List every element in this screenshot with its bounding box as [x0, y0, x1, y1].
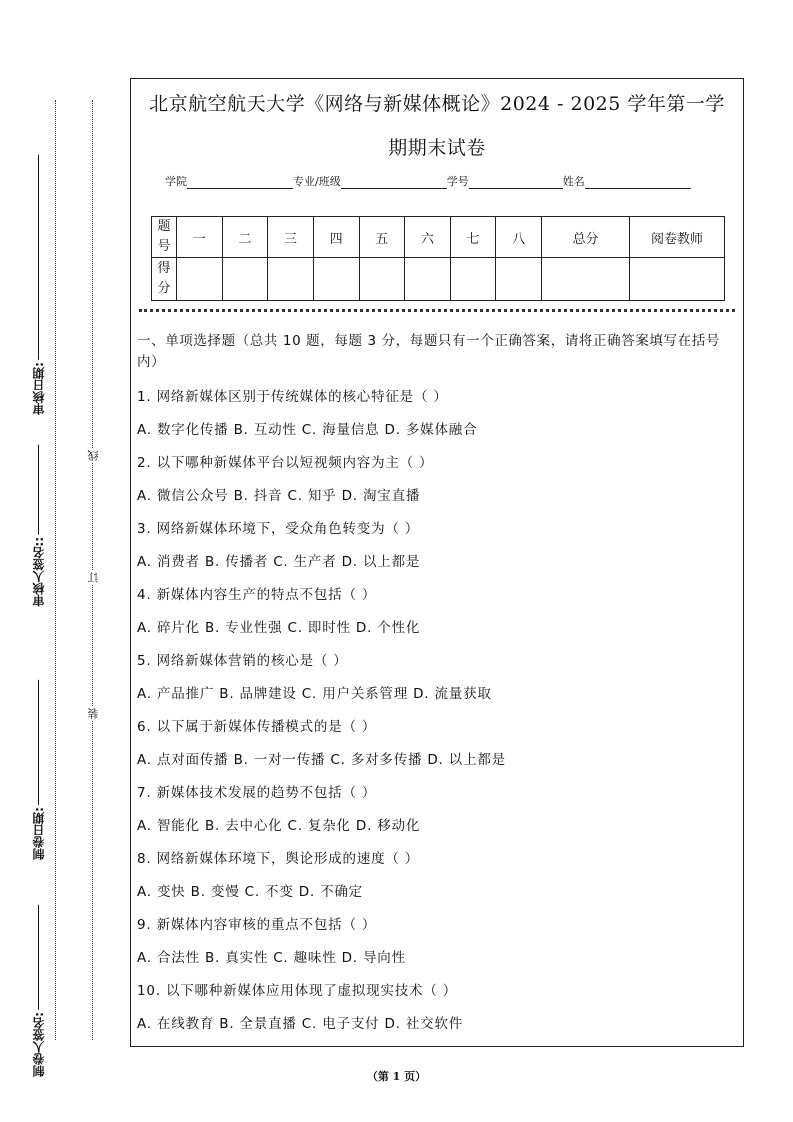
review-date-underline — [38, 155, 40, 360]
question-text: 3. 网络新媒体环境下，受众角色转变为（ ） — [137, 521, 420, 537]
question-options: A. 消费者 B. 传播者 C. 生产者 D. 以上都是 — [137, 554, 421, 570]
major-class-field[interactable] — [341, 176, 447, 189]
dotted-separator — [139, 309, 735, 312]
score-cell[interactable] — [177, 258, 223, 301]
score-cell[interactable] — [496, 258, 542, 301]
col-header: 三 — [268, 217, 314, 258]
question-options: A. 变快 B. 变慢 C. 不变 D. 不确定 — [137, 884, 363, 900]
reviewer-sign-text: 审核人签名:: — [32, 537, 46, 607]
col-header: 四 — [313, 217, 359, 258]
student-id-field[interactable] — [469, 176, 563, 189]
exam-frame — [130, 78, 744, 1047]
col-header-grader: 阅卷教师 — [630, 217, 725, 258]
col-header: 五 — [359, 217, 405, 258]
question-options: A. 合法性 B. 真实性 C. 趣味性 D. 导向性 — [137, 950, 406, 966]
question-text: 4. 新媒体内容生产的特点不包括（ ） — [137, 587, 377, 603]
score-cell-total[interactable] — [542, 258, 630, 301]
student-id-label: 学号 — [446, 175, 469, 188]
college-label: 学院 — [165, 175, 187, 188]
paper-date-underline — [38, 680, 40, 805]
col-header: 八 — [496, 217, 542, 258]
score-table-score-row — [152, 258, 725, 301]
binding-dotted-line-outer — [55, 100, 56, 1040]
student-info-row — [165, 173, 691, 189]
score-table — [151, 216, 725, 301]
col-header: 一 — [177, 217, 223, 258]
score-cell[interactable] — [450, 258, 496, 301]
question-options: A. 碎片化 B. 专业性强 C. 即时性 D. 个性化 — [137, 620, 421, 636]
paper-maker-sign-label — [30, 905, 47, 1077]
question-text: 7. 新媒体技术发展的趋势不包括（ ） — [137, 785, 377, 801]
question-text: 2. 以下哪种新媒体平台以短视频内容为主（ ） — [137, 455, 434, 471]
question-options: A. 微信公众号 B. 抖音 C. 知乎 D. 淘宝直播 — [137, 488, 421, 504]
reviewer-sign-label — [30, 445, 47, 607]
question-text: 8. 网络新媒体环境下，舆论形成的速度（ ） — [137, 851, 420, 867]
col-header: 二 — [222, 217, 268, 258]
row-label-score: 得分 — [152, 258, 177, 301]
col-header: 六 — [405, 217, 451, 258]
score-cell[interactable] — [313, 258, 359, 301]
major-class-label: 专业/班级 — [293, 175, 341, 188]
score-cell[interactable] — [405, 258, 451, 301]
question-options: A. 产品推广 B. 品牌建设 C. 用户关系管理 D. 流量获取 — [137, 686, 492, 702]
question-text: 10. 以下哪种新媒体应用体现了虚拟现实技术（ ） — [137, 983, 458, 999]
question-options: A. 在线教育 B. 全景直播 C. 电子支付 D. 社交软件 — [137, 1016, 464, 1032]
question-text: 6. 以下属于新媒体传播模式的是（ ） — [137, 719, 377, 735]
question-text: 1. 网络新媒体区别于传统媒体的核心特征是（ ） — [137, 389, 448, 405]
binding-word-ding: 订 — [87, 572, 100, 583]
section1-questions — [137, 331, 737, 1041]
question-text: 9. 新媒体内容审核的重点不包括（ ） — [137, 917, 377, 933]
paper-date-label — [30, 680, 47, 860]
question-options: A. 智能化 B. 去中心化 C. 复杂化 D. 移动化 — [137, 818, 421, 834]
row-label-question-no: 题号 — [152, 217, 177, 258]
score-cell[interactable] — [359, 258, 405, 301]
question-text: 5. 网络新媒体营销的核心是（ ） — [137, 653, 348, 669]
question-options: A. 数字化传播 B. 互动性 C. 海量信息 D. 多媒体融合 — [137, 422, 478, 438]
section1-heading: 一、单项选择题（总共 10 题，每题 3 分，每题只有一个正确答案，请将正确答案填写在括号内） — [137, 333, 720, 370]
score-cell[interactable] — [268, 258, 314, 301]
review-date-label — [30, 155, 47, 415]
page-number: （第 1 页） — [366, 1070, 427, 1083]
reviewer-sign-underline — [38, 445, 40, 535]
paper-maker-sign-text: 制卷人签名: — [32, 1012, 46, 1077]
score-cell-grader[interactable] — [630, 258, 725, 301]
question-options: A. 点对面传播 B. 一对一传播 C. 多对多传播 D. 以上都是 — [137, 752, 506, 768]
score-cell[interactable] — [222, 258, 268, 301]
name-field[interactable] — [585, 176, 691, 189]
col-header: 七 — [450, 217, 496, 258]
name-label: 姓名 — [562, 175, 585, 188]
col-header-total: 总分 — [542, 217, 630, 258]
exam-title-line2: 期期末试卷 — [388, 137, 486, 159]
binding-word-zhuang: 装 — [87, 708, 100, 719]
review-date-text: 审核日期: — [32, 362, 46, 415]
exam-title-line1: 北京航空航天大学《网络与新媒体概论》2024 - 2025 学年第一学 — [149, 93, 725, 115]
paper-maker-sign-underline — [38, 905, 40, 1010]
paper-date-text: 制卷日期: — [32, 807, 46, 860]
exam-title — [131, 91, 743, 161]
score-table-header-row — [152, 217, 725, 258]
college-field[interactable] — [187, 176, 293, 189]
binding-word-xian: 线 — [87, 450, 100, 461]
